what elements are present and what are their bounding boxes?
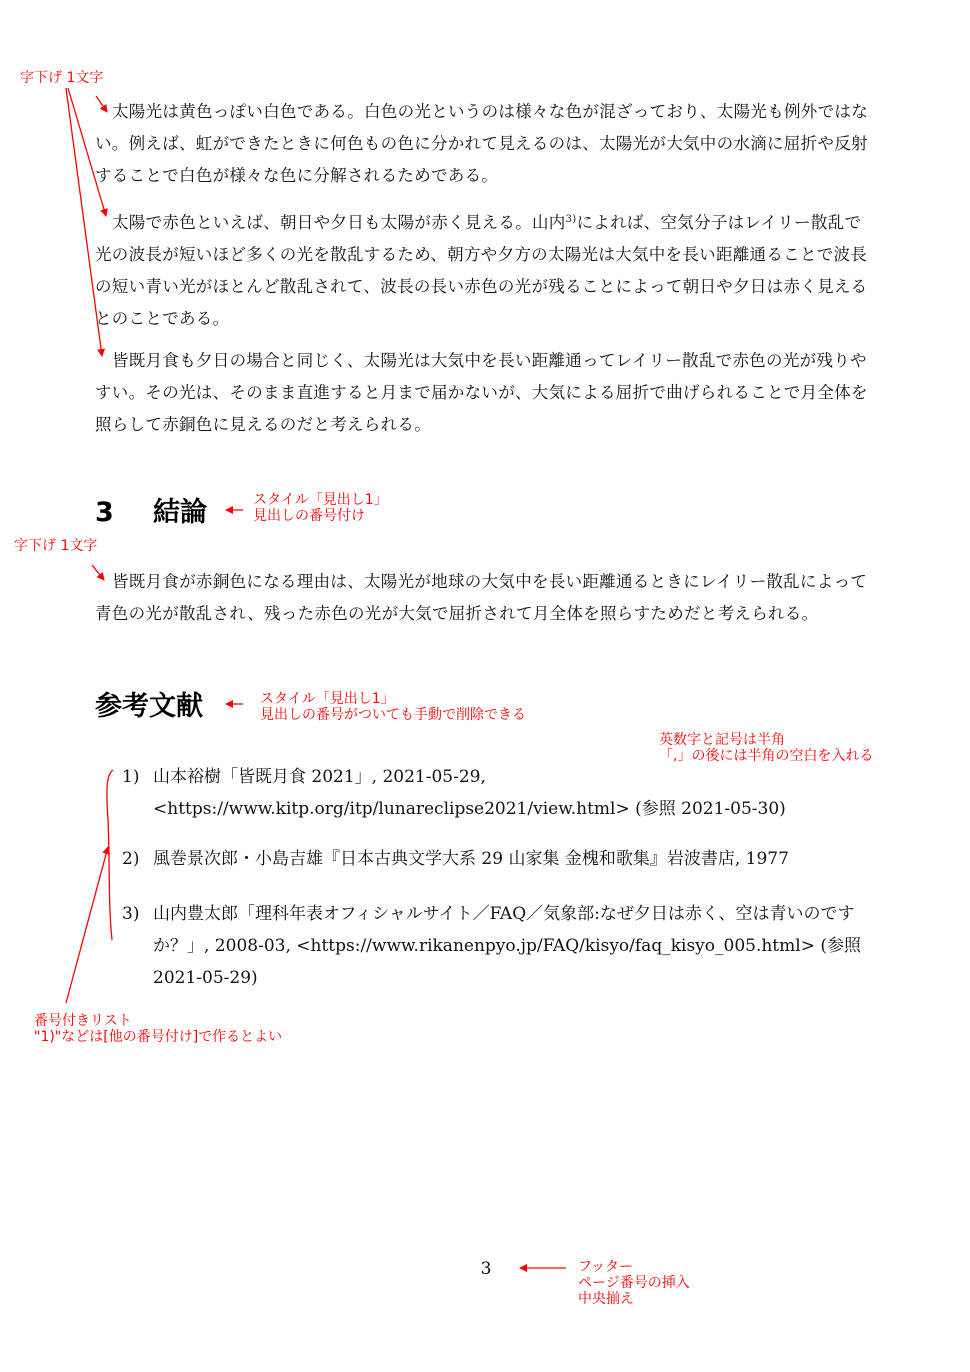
annotation-footer-line2: ページ番号の挿入 <box>578 1275 690 1291</box>
annotation-footer-line1: フッター <box>578 1259 634 1275</box>
section-number: 3 <box>95 497 114 528</box>
annotation-halfwidth-line2: 「,」の後には半角の空白を入れる <box>659 748 874 764</box>
conclusion-paragraph: 皆既月食が赤銅色になる理由は、太陽光が地球の大気中を長い距離通るときにレイリー散乱によって青色の光が散乱され、残った赤色の光が大気で屈折されて月全体を照らすためだと考えられる。 <box>95 572 868 623</box>
reference-text: 山本裕樹「皆既月食 2021」, 2021-05-29, <https://www.kitp.org/itp/lunareclipse2021/view.html> (参照 2021-05-30) <box>153 767 786 819</box>
reference-item-2 <box>122 843 882 875</box>
reference-number: 3) <box>122 904 140 924</box>
annotation-halfwidth <box>659 732 873 764</box>
annotation-heading1-line2: 見出しの番号付け <box>253 508 365 524</box>
reference-item-3 <box>122 898 882 994</box>
numbered-list-arrow <box>66 847 108 1003</box>
reference-item-1 <box>122 761 882 825</box>
annotation-heading1 <box>253 492 388 524</box>
body-paragraph-2-part-2: によれば、空気分子はレイリー散乱で光の波長が短いほど多くの光を散乱するため、朝方や夕方の太陽光は大気中を長い距離通ることで波長の短い青い光がほとんど散乱されて、波長の長い赤色の光が残ることによって朝日や夕日は赤く見えるとのことである。 <box>95 213 868 328</box>
reference-text: 風巻景次郎・小島吉雄『日本古典文学大系 29 山家集 金槐和歌集』岩波書店, 1977 <box>153 849 789 869</box>
annotation-footer-line3: 中央揃え <box>578 1291 634 1307</box>
section-title: 結論 <box>153 497 207 528</box>
annotation-numbered-list-line2: "1)"などは[他の番号付け]で作るとよい <box>34 1029 283 1045</box>
body-paragraph-2 <box>95 207 875 335</box>
annotation-footer <box>578 1259 690 1307</box>
annotation-indent-section: 字下げ 1文字 <box>14 538 98 554</box>
annotation-numbered-list <box>34 1013 282 1045</box>
footer-page-number: 3 <box>480 1259 492 1279</box>
body-paragraph-3: 皆既月食も夕日の場合と同じく、太陽光は大気中を長い距離通ってレイリー散乱で赤色の光が残りやすい。その光は、そのまま直進すると月まで届かないが、大気による屈折で曲げられることで月全体を照らして赤銅色に見えるのだと考えられる。 <box>95 351 868 434</box>
body-paragraph-1: 太陽光は黄色っぽい白色である。白色の光というのは様々な色が混ざっており、太陽光も例外ではない。例えば、虹ができたときに何色もの色に分かれて見えるのは、太陽光が大気中の水滴に屈折や反射することで白色が様々な色に分解されるためである。 <box>95 102 868 185</box>
annotation-refs-heading-line2: 見出しの番号がついても手動で削除できる <box>260 707 526 723</box>
list-bracket <box>107 770 113 940</box>
references-heading: 参考文献 <box>95 691 203 722</box>
reference-text: 山内豊太郎「理科年表オフィシャルサイト／FAQ／気象部:なぜ夕日は赤く、空は青いのですか？」, 2008-03, <https://www.rikanenpyo.jp/FAQ/kisyo/faq_kisyo_005.html> (参照 2021-05-29) <box>153 904 861 988</box>
annotation-numbered-list-line1: 番号付きリスト <box>34 1013 132 1029</box>
reference-number: 2) <box>122 849 140 869</box>
citation-superscript: 3) <box>565 214 577 225</box>
annotation-refs-heading <box>260 691 526 723</box>
reference-number: 1) <box>122 767 140 787</box>
annotation-indent-top: 字下げ 1文字 <box>20 70 104 86</box>
body-paragraph-2-part-1: 太陽で赤色といえば、朝日や夕日も太陽が赤く見える。山内 <box>112 213 566 232</box>
annotation-heading1-line1: スタイル「見出し1」 <box>253 492 388 508</box>
annotation-refs-heading-line1: スタイル「見出し1」 <box>260 691 395 707</box>
annotation-halfwidth-line1: 英数字と記号は半角 <box>659 732 785 748</box>
section-heading-conclusion <box>95 495 207 531</box>
